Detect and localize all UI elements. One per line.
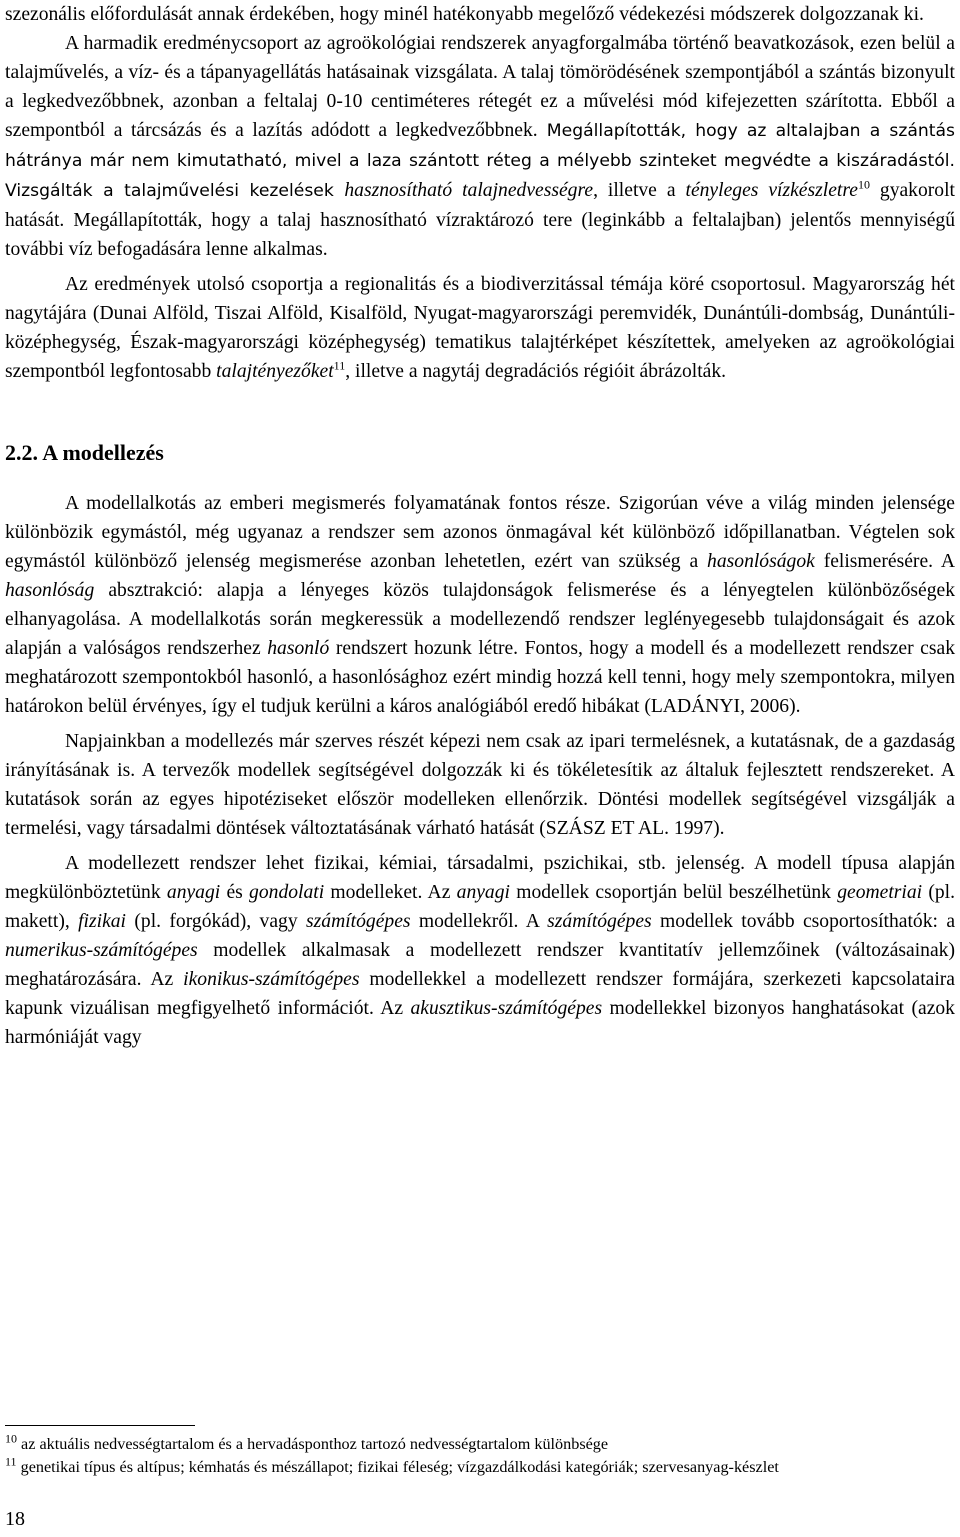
text-run: modelleket. Az <box>324 882 457 903</box>
italic-term: talajtényezőket <box>216 361 334 382</box>
text-run: modellekkel a modellezett rendszer formájára, szerkezeti kapcsolataira kapunk vizuálisan megfigyelhető információt. Az <box>5 969 955 1019</box>
citation-author: LADÁNYI <box>650 696 741 717</box>
italic-term: számítógépes <box>306 911 411 932</box>
footnote-text: az aktuális nedvességtartalom és a hervadásponthoz tartozó nedvességtartalom különbsége <box>17 1435 609 1453</box>
text-run: modellek csoportján belül beszélhetünk <box>509 882 838 903</box>
text-run: Napjainkban a modellezés már szerves részét képezi nem csak az ipari termelésnek, a kutatásnak, de a gazdaság irányításának is. A tervezők modellek segítségével dolgozzák ki és tökéletesítik az általuk fejlesztett rendszereket. A kutatások során az egyes hipotéziseket először modelleken ellenőrzik. Döntési modellek segítségével vizsgálják a termelési, vagy társadalmi döntések változtatásának várható hatását ( <box>5 731 955 839</box>
text-run: modellek alkalmasak a modellezett rendszer kvantitatív jellemzőinek (változásainak) meghatározására. Az <box>5 940 955 990</box>
italic-term: anyagi <box>166 882 221 903</box>
text-run: A harmadik eredménycsoport az agroökológiai rendszerek anyagforgalmába történő beavatkozások, ezen belül a talajművelés, a víz- és a tápanyagellátás hatásainak vizsgálata. A talaj tömörödésének szempontjából a szántás bizonyult a legkedvezőbbnek, azonban a feltalaj 0-10 centiméteres rétegét ez a művelési mód kifejezetten szárította. Ebből a szempontból a tárcsázás és a lazítás adódott a legkedvezőbbnek. <box>5 33 955 141</box>
paragraph-results-third-group <box>5 29 955 264</box>
text-run: Az eredmények utolsó csoportja a regionalitás és a biodiverzitással témája köré csoportosul. Magyarország hét nagytájára (Dunai Alföld, Tiszai Alföld, Kisalföld, Nyugat-magyarországi peremvidék, Dunántúli-dombság, Dunántúli-középhegység, Észak-magyarországi középhegység) tematikus talajtérképet készítettek, amelyeken az agroökológiai szempontból legfontosabb <box>5 274 955 382</box>
document-page <box>5 0 955 1052</box>
footnote-text: genetikai típus és altípus; kémhatás és mészállapot; fizikai féleség; vízgazdálkodási kategóriák; szervesanyag-készlet <box>16 1458 779 1476</box>
text-run: absztrakció: alapja a lényeges közös tulajdonságok felismerése és a lényegtelen különbözőségek elhanyagolása. A modellalkotás során megkeressük a modellezendő rendszer leglényegesebb tulajdonságait és azok alapján a valóságos rendszerhez <box>5 580 955 659</box>
text-run: gyakorolt hatását. Megállapították, hogy a talaj hasznosítható vízraktározó tere (leginkább a feltalajban) jelentős mennyiségű további víz befogadására lenne alkalmas. <box>5 180 955 260</box>
text-run: modellekkel bizonyos hanghatásokat (azok harmóniáját vagy <box>5 998 955 1048</box>
text-run: Megállapították, hogy az altalajban a szántás hátránya már nem kimutatható, mivel a laza szántott réteg a mélyebb szinteket megvédte a kiszáradástól. Vizsgálták a talajművelési kezelések <box>5 121 956 201</box>
footnote-10 <box>5 1433 955 1455</box>
text-run: (pl. makett), <box>5 882 956 932</box>
text-run: szezonális előfordulását annak érdekében, hogy minél hatékonyabb megelőző védekezési módszerek dolgozzanak ki. <box>5 4 924 25</box>
italic-term: hasznosítható talajnedvességre <box>344 180 594 201</box>
text-run: A modellalkotás az emberi megismerés folyamatának fontos része. Szigorúan véve a világ minden jelensége különbözik egymástól, még ugyanaz a rendszer sem azonos önmagával két különböző időpillanatban. Végtelen sok egymástól különböző jelenség megismerése azonban lehetetlen, ezért van szükség a <box>5 493 955 572</box>
citation-author: SZÁSZ ET AL <box>545 818 665 839</box>
italic-term: hasonló <box>267 638 330 659</box>
footnote-11 <box>5 1456 955 1478</box>
text-run: , 2006). <box>740 696 801 717</box>
footnote-ref-10: 10 <box>857 177 870 192</box>
italic-term: geometriai <box>837 882 923 903</box>
italic-term: hasonlóság <box>5 580 95 601</box>
paragraph-modelling-intro <box>5 489 955 721</box>
paragraph-continuation <box>5 0 955 29</box>
italic-term: tényleges vízkészletre <box>685 180 858 201</box>
paragraph-modelling-usage <box>5 727 955 843</box>
text-run: rendszert hozunk létre. Fontos, hogy a modell és a modellezett rendszer csak meghatározott szempontokból hasonló, a hasonlósághoz ezért mindig hozzá kell tenni, hogy mely szempontokra, milyen határokon belül érvényes, így el tudjuk kerülni a káros analógiából eredő hibákat ( <box>5 638 955 717</box>
text-run: A modellezett rendszer lehet fizikai, kémiai, társadalmi, pszichikai, stb. jelenség. A modell típusa alapján megkülönböztetünk <box>5 853 955 903</box>
italic-term: gondolati <box>249 882 325 903</box>
italic-term: fizikai <box>78 911 127 932</box>
paragraph-results-last-group <box>5 270 955 386</box>
page-number: 18 <box>5 1508 25 1530</box>
italic-term: hasonlóságok <box>707 551 815 572</box>
paragraph-model-types <box>5 849 955 1052</box>
italic-term: számítógépes <box>547 911 652 932</box>
text-run: , illetve a nagytáj degradációs régióit ábrázolták. <box>345 361 727 382</box>
section-heading: 2.2. A modellezés <box>5 440 164 465</box>
italic-term: akusztikus-számítógépes <box>410 998 603 1019</box>
footnote-mark: 11 <box>5 1454 17 1469</box>
footnote-ref-11: 11 <box>333 358 346 373</box>
footnote-divider <box>5 1425 195 1426</box>
footnote-mark: 10 <box>5 1431 17 1446</box>
italic-term: anyagi <box>456 882 510 903</box>
italic-term: numerikus-számítógépes <box>5 940 198 961</box>
text-run: modellekről. A <box>410 911 548 932</box>
text-run: (pl. forgókád), vagy <box>126 911 307 932</box>
text-run: és <box>220 882 250 903</box>
text-run: felismerésére. A <box>814 551 955 572</box>
text-run: . 1997). <box>664 818 725 839</box>
text-run: , illetve a <box>593 180 686 201</box>
text-run: modellek tovább csoportosíthatók: a <box>651 911 956 932</box>
italic-term: ikonikus-számítógépes <box>183 969 360 990</box>
